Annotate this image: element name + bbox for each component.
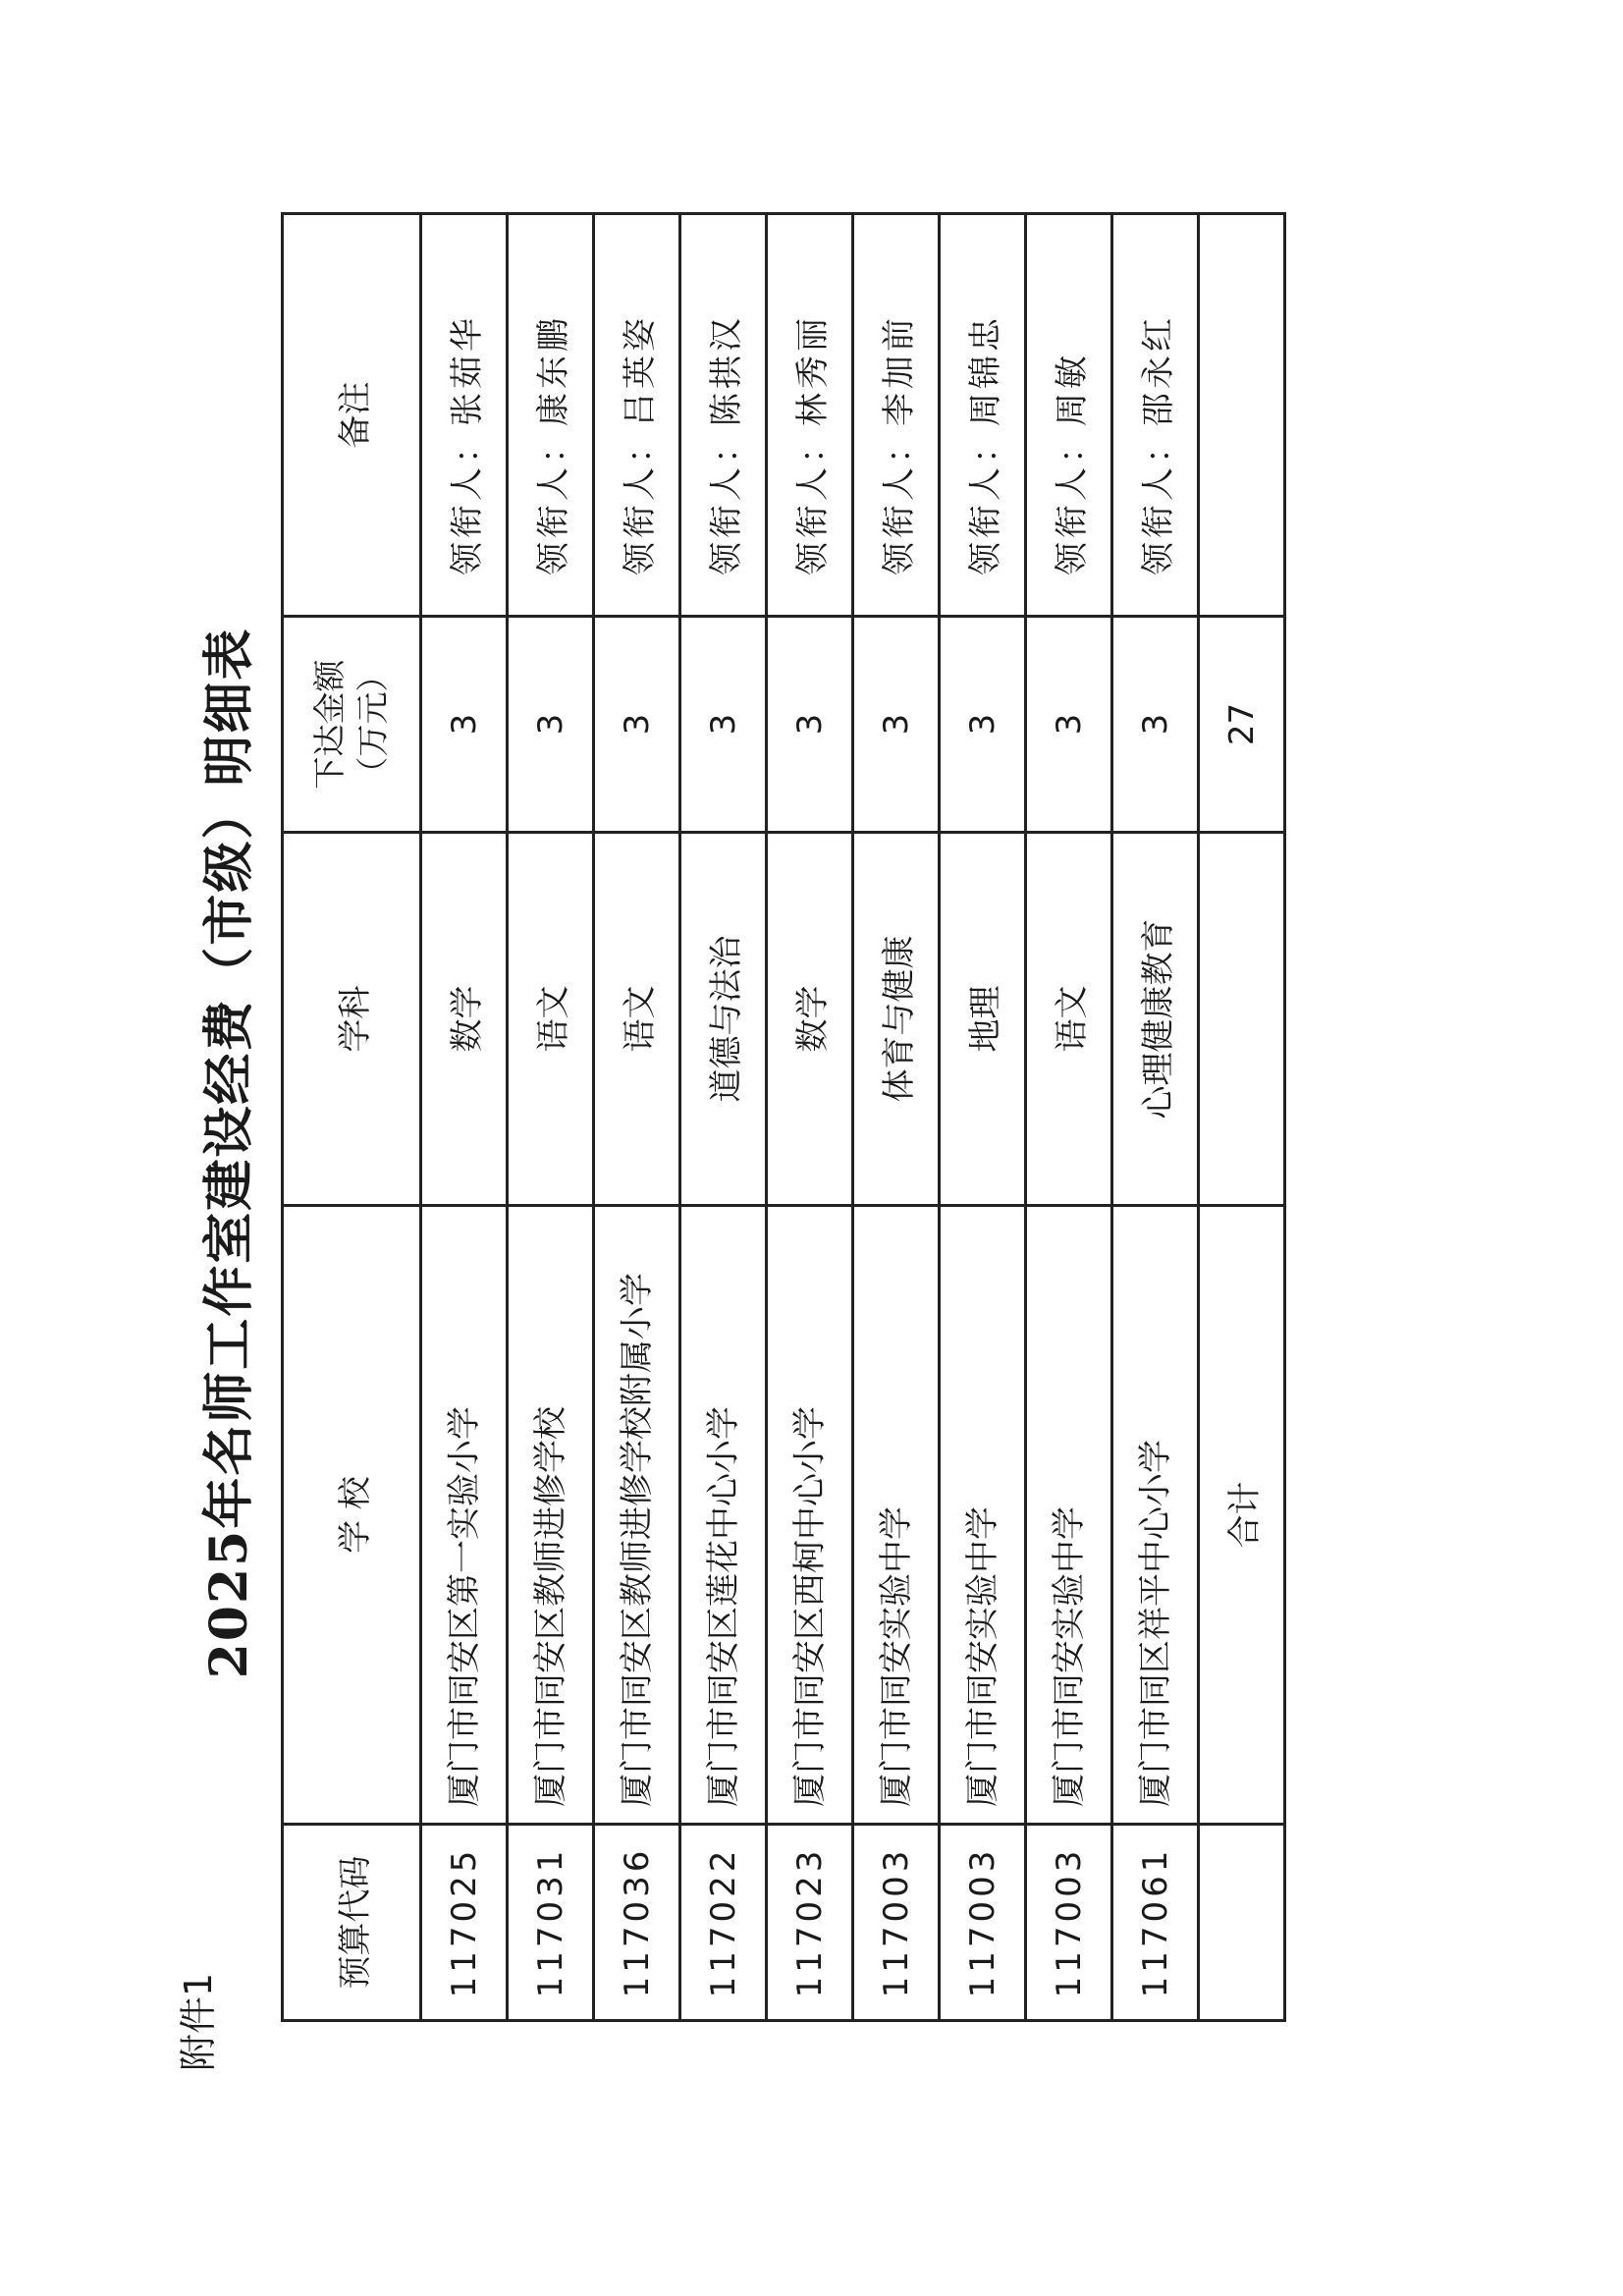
cell-amount: 3 xyxy=(1026,617,1112,833)
cell-school: 厦门市同安区教师进修学校 xyxy=(508,1206,594,1825)
cell-note: 领衔人：邵永红 xyxy=(1112,214,1199,617)
cell-amount: 3 xyxy=(940,617,1026,833)
cell-note: 领衔人：康东鹏 xyxy=(508,214,594,617)
cell-code: 117023 xyxy=(767,1825,853,2021)
funding-table xyxy=(281,212,1286,2022)
cell-school: 厦门市同安实验中学 xyxy=(853,1206,940,1825)
table-row xyxy=(508,214,594,2021)
cell-subject: 体育与健康 xyxy=(853,833,940,1206)
cell-subject: 数学 xyxy=(421,833,508,1206)
header-note: 备注 xyxy=(283,214,421,617)
cell-subject: 语文 xyxy=(1026,833,1112,1206)
cell-amount: 3 xyxy=(1112,617,1199,833)
table-row xyxy=(421,214,508,2021)
cell-school: 厦门市同安区教师进修学校附属小学 xyxy=(594,1206,680,1825)
header-code: 预算代码 xyxy=(283,1825,421,2021)
cell-note: 领衔人：林秀丽 xyxy=(767,214,853,617)
cell-school: 厦门市同安实验中学 xyxy=(940,1206,1026,1825)
cell-subject: 地理 xyxy=(940,833,1026,1206)
total-row xyxy=(1199,214,1285,2021)
table-row xyxy=(853,214,940,2021)
cell-note: 领衔人：李加前 xyxy=(853,214,940,617)
header-school: 学 校 xyxy=(283,1206,421,1825)
cell-note: 领衔人：吕英姿 xyxy=(594,214,680,617)
cell-subject: 语文 xyxy=(594,833,680,1206)
cell-school: 厦门市同安区第一实验小学 xyxy=(421,1206,508,1825)
table-row xyxy=(594,214,680,2021)
page-title: 2025年名师工作室建设经费（市级）明细表 xyxy=(199,627,259,1679)
total-amount: 27 xyxy=(1199,617,1285,833)
cell-subject: 语文 xyxy=(508,833,594,1206)
cell-code: 117031 xyxy=(508,1825,594,2021)
cell-amount: 3 xyxy=(421,617,508,833)
cell-code: 117003 xyxy=(1026,1825,1112,2021)
attachment-label: 附件1 xyxy=(177,1972,220,2071)
cell-code: 117003 xyxy=(940,1825,1026,2021)
cell-amount: 3 xyxy=(594,617,680,833)
cell-school: 厦门市同安区莲花中心小学 xyxy=(680,1206,767,1825)
cell-amount: 3 xyxy=(853,617,940,833)
cell-note: 领衔人：周敏 xyxy=(1026,214,1112,617)
cell-subject: 道德与法治 xyxy=(680,833,767,1206)
table-row xyxy=(767,214,853,2021)
cell-code: 117025 xyxy=(421,1825,508,2021)
total-label: 合计 xyxy=(1199,1206,1285,1825)
table-row xyxy=(1026,214,1112,2021)
cell-school: 厦门市同区祥平中心小学 xyxy=(1112,1206,1199,1825)
document-page xyxy=(168,195,1454,2110)
cell-code: 117022 xyxy=(680,1825,767,2021)
cell-subject: 心理健康教育 xyxy=(1112,833,1199,1206)
cell-code: 117003 xyxy=(853,1825,940,2021)
cell-amount: 3 xyxy=(508,617,594,833)
cell-amount: 3 xyxy=(767,617,853,833)
table-row xyxy=(1112,214,1199,2021)
cell-empty xyxy=(1199,1825,1285,2021)
cell-code: 117061 xyxy=(1112,1825,1199,2021)
header-subject: 学科 xyxy=(283,833,421,1206)
table-header-row xyxy=(283,214,421,2021)
cell-amount: 3 xyxy=(680,617,767,833)
cell-note: 领衔人：陈拱汉 xyxy=(680,214,767,617)
cell-note: 领衔人：张茹华 xyxy=(421,214,508,617)
table-row xyxy=(680,214,767,2021)
cell-subject: 数学 xyxy=(767,833,853,1206)
cell-code: 117036 xyxy=(594,1825,680,2021)
cell-empty xyxy=(1199,833,1285,1206)
table-row xyxy=(940,214,1026,2021)
cell-school: 厦门市同安区西柯中心小学 xyxy=(767,1206,853,1825)
cell-note: 领衔人：周锦忠 xyxy=(940,214,1026,617)
cell-empty xyxy=(1199,214,1285,617)
cell-school: 厦门市同安实验中学 xyxy=(1026,1206,1112,1825)
header-amount: 下达金额（万元） xyxy=(283,617,421,833)
